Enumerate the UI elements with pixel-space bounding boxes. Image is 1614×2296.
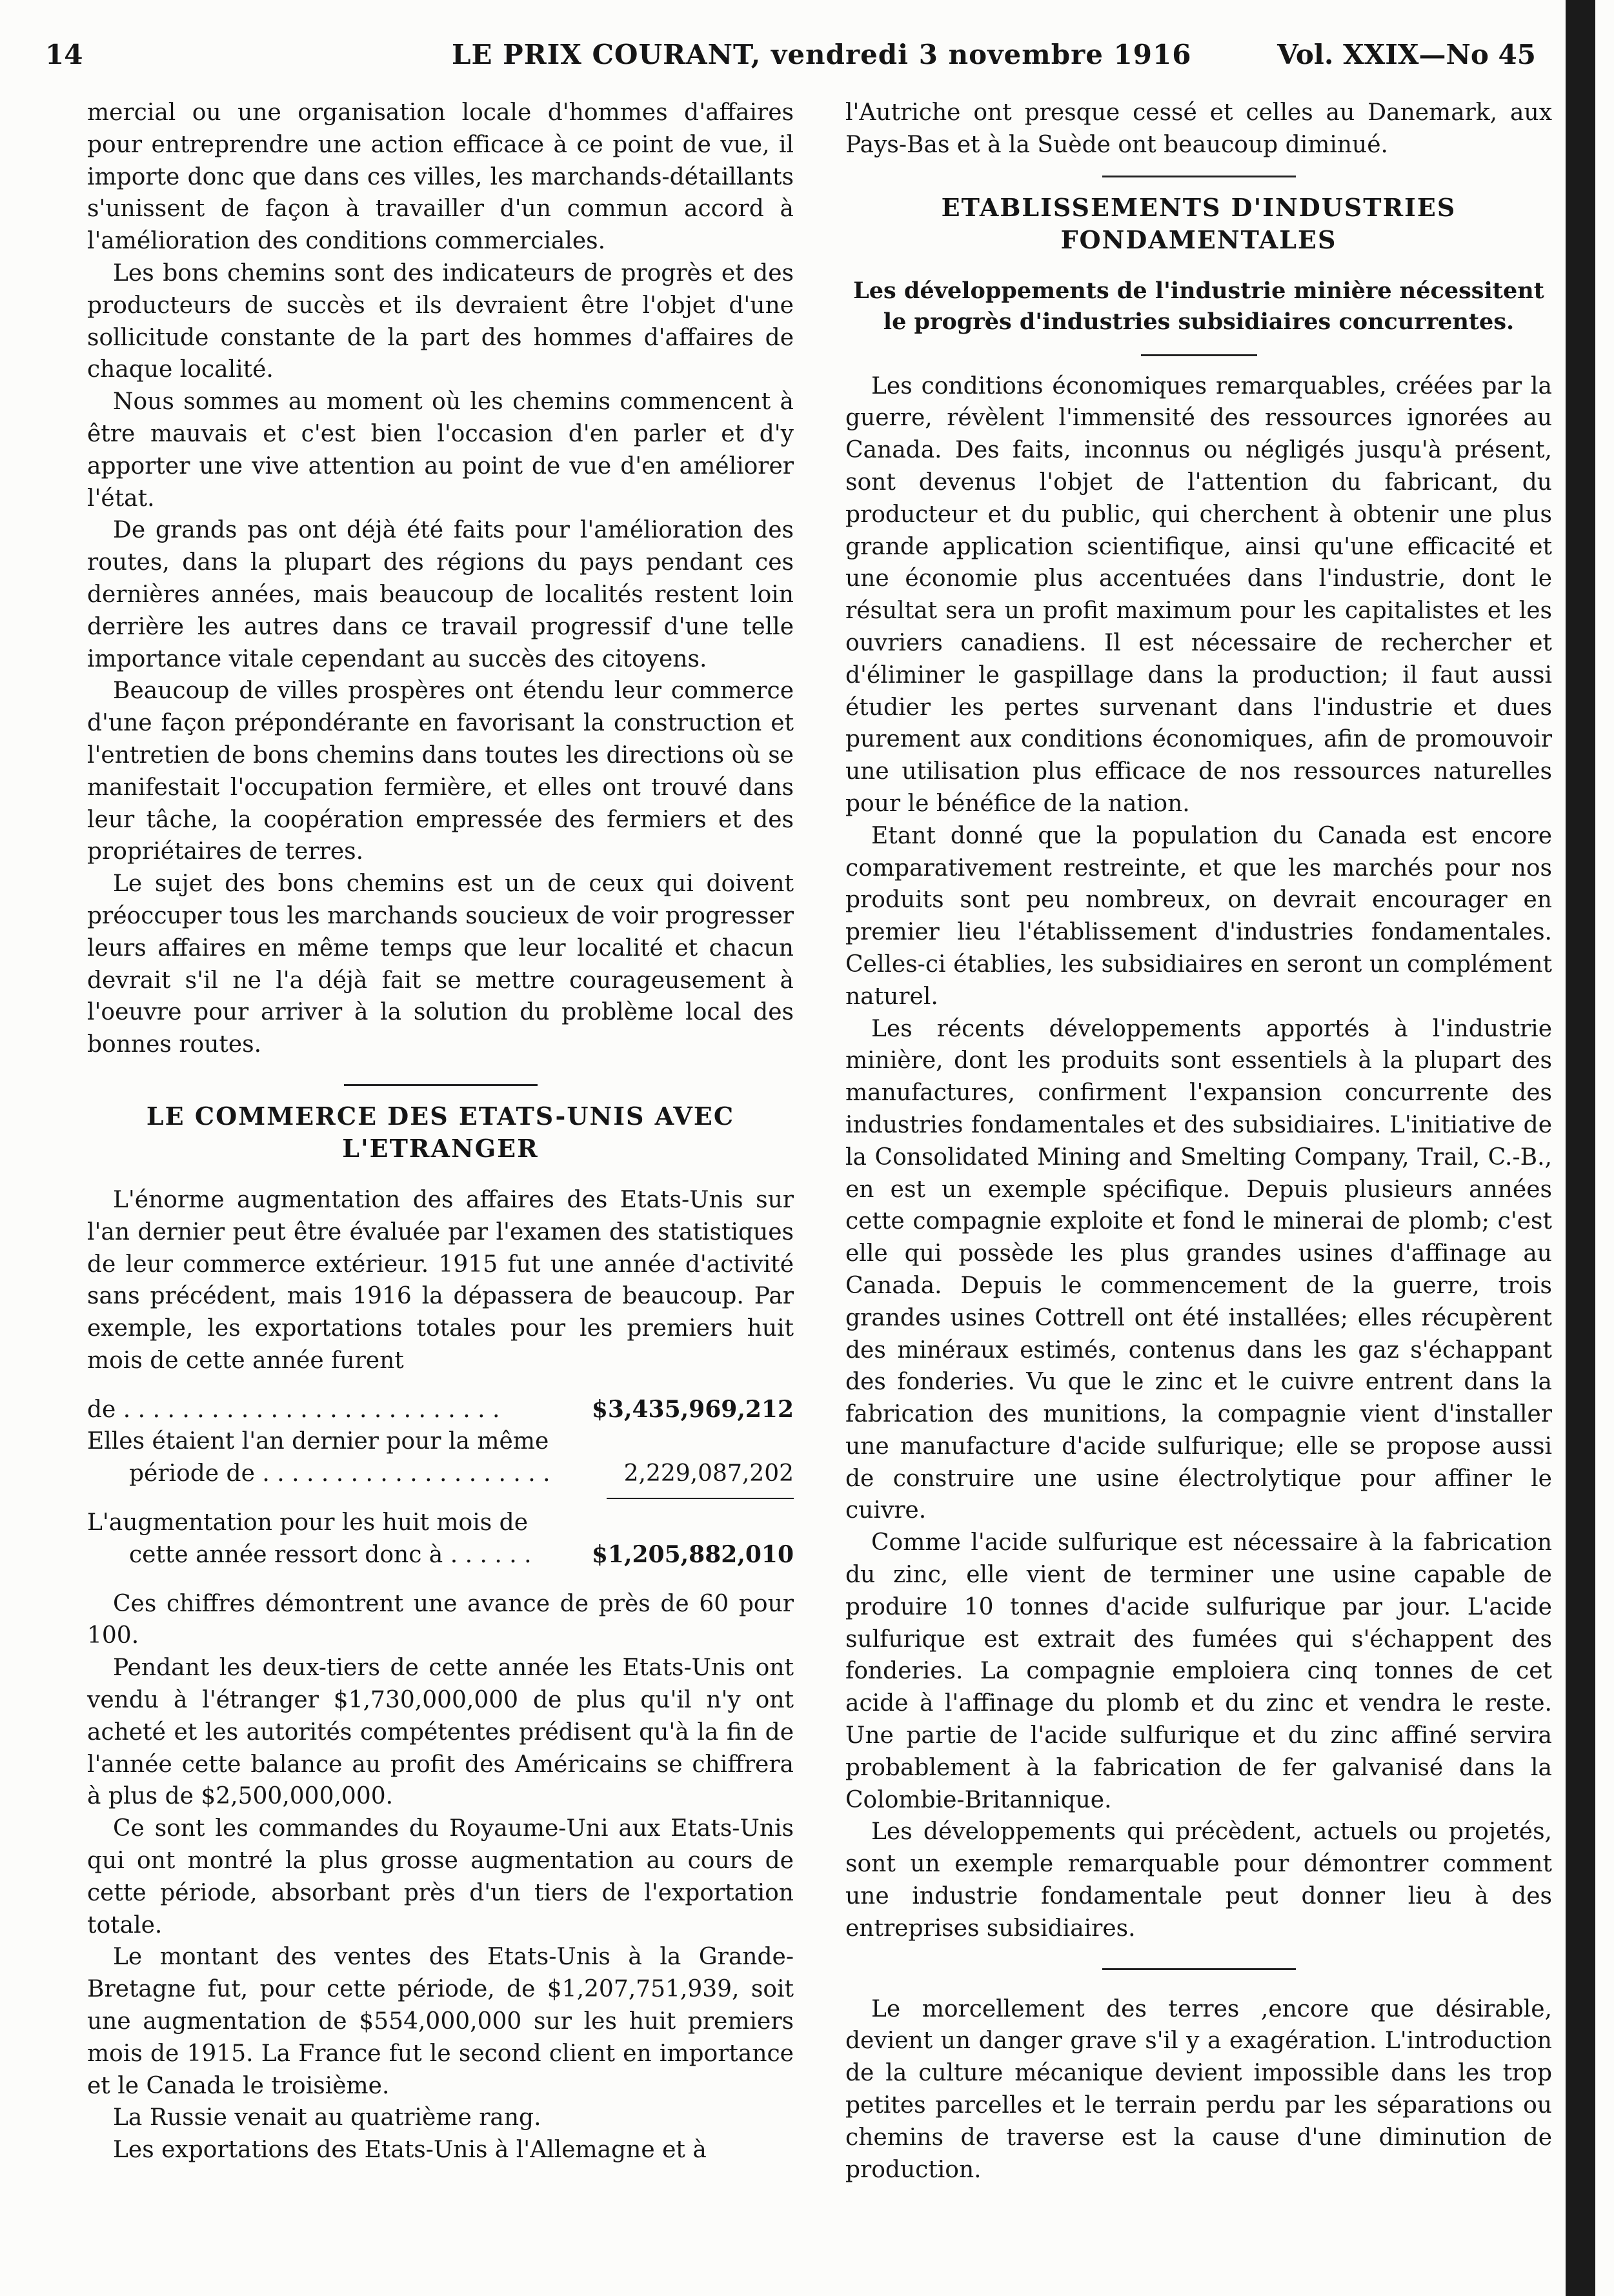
figure-text: L'augmentation pour les huit mois de (87, 1509, 529, 1536)
binding-edge (1566, 0, 1595, 2296)
right-column (845, 97, 1552, 2186)
paragraph: Les récents développements apportés à l'industrie minière, dont les produits sont essentiels à la plupart des manufactures, confirment l'expansion concurrente des industries fondamentales et des subsidiaires. L'initiative de la Consolidated Mining and Smelting Company, Trail, C.-B., en est un exemple spécifique. Depuis plusieurs années cette compagnie exploite et fond le minerai de plomb; c'est elle qui possède les plus grandes usines d'affinage au Canada. Depuis le commencement de la guerre, trois grandes usines Cottrell ont été installées; elles récupèrent des minéraux estimés, contenus dans les gaz s'échappant des fonderies. Vu que le zinc et le cuivre entrent dans la fabrication des munitions, la compagnie vient d'installer une manufacture d'acide sulfurique; elle se propose aussi de construire une usine électrolytique pour affiner le cuivre. (845, 1015, 1552, 1524)
paragraph: Les bons chemins sont des indicateurs de progrès et des producteurs de succès et ils devraient être l'objet d'une sollicitude constante de la part des hommes d'affaires de chaque localité. (87, 259, 794, 383)
paragraph: Pendant les deux-tiers de cette année les Etats-Unis ont vendu à l'étranger $1,730,000,000 de plus qu'il n'y ont acheté et les autorités compétentes prédisent qu'à la fin de l'année cette balance au profit des Américains se chiffrera à plus de $2,500,000,000. (87, 1655, 794, 1810)
paragraph: La Russie venait au quatrième rang. (113, 2104, 541, 2131)
paragraph: De grands pas ont déjà été faits pour l'amélioration des routes, dans la plupart des régions du pays pendant ces dernières années, mais beaucoup de localités restent loin derrière les autres dans ce travail progressif d'une telle importance vitale cependant au succès des citoyens. (87, 517, 794, 672)
paragraph: Comme l'acide sulfurique est nécessaire à la fabrication du zinc, elle vient de terminer une usine capable de produire 10 tonnes d'acide sulfurique par jour. L'acide sulfurique est extrait des fumées qui s'échappent des fonderies. La compagnie emploiera cinq tonnes de cet acide à l'affinage du plomb et du zinc et vendra le reste. Une partie de l'acide sulfurique et du zinc affiné servira probablement à la fabrication de fer galvanisé dans la Colombie-Britannique. (845, 1529, 1552, 1813)
figure-amount: 2,229,087,202 (623, 1460, 794, 1487)
section-divider (1141, 354, 1257, 356)
section-heading: LE COMMERCE DES ETATS-UNIS AVEC L'ETRANGER (146, 1101, 735, 1163)
figure-text: Elles étaient l'an dernier pour la même (87, 1428, 549, 1455)
paragraph: Ces chiffres démontrent une avance de près de 60 pour 100. (87, 1590, 794, 1649)
figure-label: cette année ressort donc à . . . . . . (129, 1541, 532, 1568)
section-divider (344, 1084, 538, 1086)
section-divider (1102, 1968, 1296, 1970)
page-header (45, 39, 1536, 77)
paragraph: Nous sommes au moment où les chemins commencent à être mauvais et c'est bien l'occasion d'en parler et d'y apporter une vive attention au point de vue d'en améliorer l'état. (87, 388, 794, 512)
paragraph: Les conditions économiques remarquables, créées par la guerre, révèlent l'immensité des ressources ignorées au Canada. Des faits, inconnus ou négligés jusqu'à présent, sont devenus l'objet de l'attention du fabricant, du producteur et du public, qui cherchent à obtenir une plus grande application scientifique, ainsi qu'une efficacité et une économie plus accentuées dans l'industrie, dont le résultat sera un profit maximum pour les capitalistes et les ouvriers canadiens. Il est nécessaire de rechercher et d'éliminer le gaspillage dans la production; il faut aussi étudier les pertes survenant dans l'industrie et dues purement aux conditions économiques, afin de promouvoir une utilisation plus efficace de nos ressources naturelles pour le bénéfice de la nation. (845, 372, 1552, 817)
sum-rule (607, 1498, 794, 1499)
paragraph: Le montant des ventes des Etats-Unis à la Grande-Bretagne fut, pour cette période, de $1,207,751,939, soit une augmentation de $554,000,000 sur les huit premiers mois de 1915. La France fut le second client en importance et le Canada le troisième. (87, 1944, 794, 2099)
paragraph: L'énorme augmentation des affaires des Etats-Unis sur l'an dernier peut être évaluée par l'examen des statistiques de leur commerce extérieur. 1915 fut une année d'activité sans précédent, mais 1916 la dépassera de beaucoup. Par exemple, les exportations totales pour les premiers huit mois de cette année furent (87, 1186, 794, 1374)
figure-amount: $3,435,969,212 (591, 1395, 794, 1423)
section-divider (1102, 176, 1296, 177)
figure-row (87, 1539, 794, 1571)
volume-number: Vol. XXIX—No 45 (1277, 39, 1536, 70)
paragraph: mercial ou une organisation locale d'hommes d'affaires pour entreprendre une action efficace à ce point de vue, il importe donc que dans ces villes, les marchands-détaillants s'unissent de façon à travailler d'un commun accord à l'amélioration des conditions commerciales. (87, 99, 794, 255)
figure-amount: $1,205,882,010 (591, 1540, 794, 1568)
paragraph: Etant donné que la population du Canada est encore comparativement restreinte, et que les marchés pour nos produits sont peu nombreux, on devrait encourager en premier lieu l'établissement d'industries fondamentales. Celles-ci établies, les subsidiaires en seront un complément naturel. (845, 822, 1552, 1010)
page-number: 14 (45, 39, 83, 70)
figure-label: période de . . . . . . . . . . . . . . . . . . . . (129, 1460, 550, 1487)
left-column (87, 97, 794, 2166)
section-subheading: Les développements de l'industrie minière nécessitent le progrès d'industries subsidiaires concurrentes. (853, 277, 1544, 335)
paragraph: Les exportations des Etats-Unis à l'Allemagne et à (113, 2137, 707, 2164)
paragraph: Beaucoup de villes prospères ont étendu leur commerce d'une façon prépondérante en favorisant la construction et l'entretien de bons chemins dans toutes les directions où se manifestait l'occupation fermière, et elles ont trouvé dans leur tâche, la coopération empressée des fermiers et des propriétaires de terres. (87, 678, 794, 865)
figure-row (87, 1458, 794, 1490)
paragraph: Les développements qui précèdent, actuels ou projetés, sont un exemple remarquable pour démontrer comment une industrie fondamentale peut donner lieu à des entreprises subsidiaires. (845, 1818, 1552, 1942)
paragraph: Le sujet des bons chemins est un de ceux qui doivent préoccuper tous les marchands soucieux de voir progresser leurs affaires en même temps que leur localité et chacun devrait s'il ne l'a déjà fait se mettre courageusement à l'oeuvre pour arriver à la solution du problème local des bonnes routes. (87, 871, 794, 1058)
section-heading: ETABLISSEMENTS D'INDUSTRIES FONDAMENTALES (941, 192, 1457, 254)
figure-row (87, 1394, 794, 1426)
figure-label: de . . . . . . . . . . . . . . . . . . . . . . . . . . (87, 1396, 500, 1423)
paragraph: l'Autriche ont presque cessé et celles au Danemark, aux Pays-Bas et à la Suède ont beaucoup diminué. (845, 99, 1552, 158)
running-title: LE PRIX COURANT, vendredi 3 novembre 1916 (452, 39, 1192, 70)
paragraph: Le morcellement des terres ,encore que désirable, devient un danger grave s'il y a exagération. L'introduction de la culture mécanique devient impossible dans les trop petites parcelles et le terrain perdu par les séparations ou chemins de traverse est la cause d'une diminution de production. (845, 1995, 1552, 2183)
paragraph: Ce sont les commandes du Royaume-Uni aux Etats-Unis qui ont montré la plus grosse augmentation au cours de cette période, absorbant près d'un tiers de l'exportation totale. (87, 1815, 794, 1939)
